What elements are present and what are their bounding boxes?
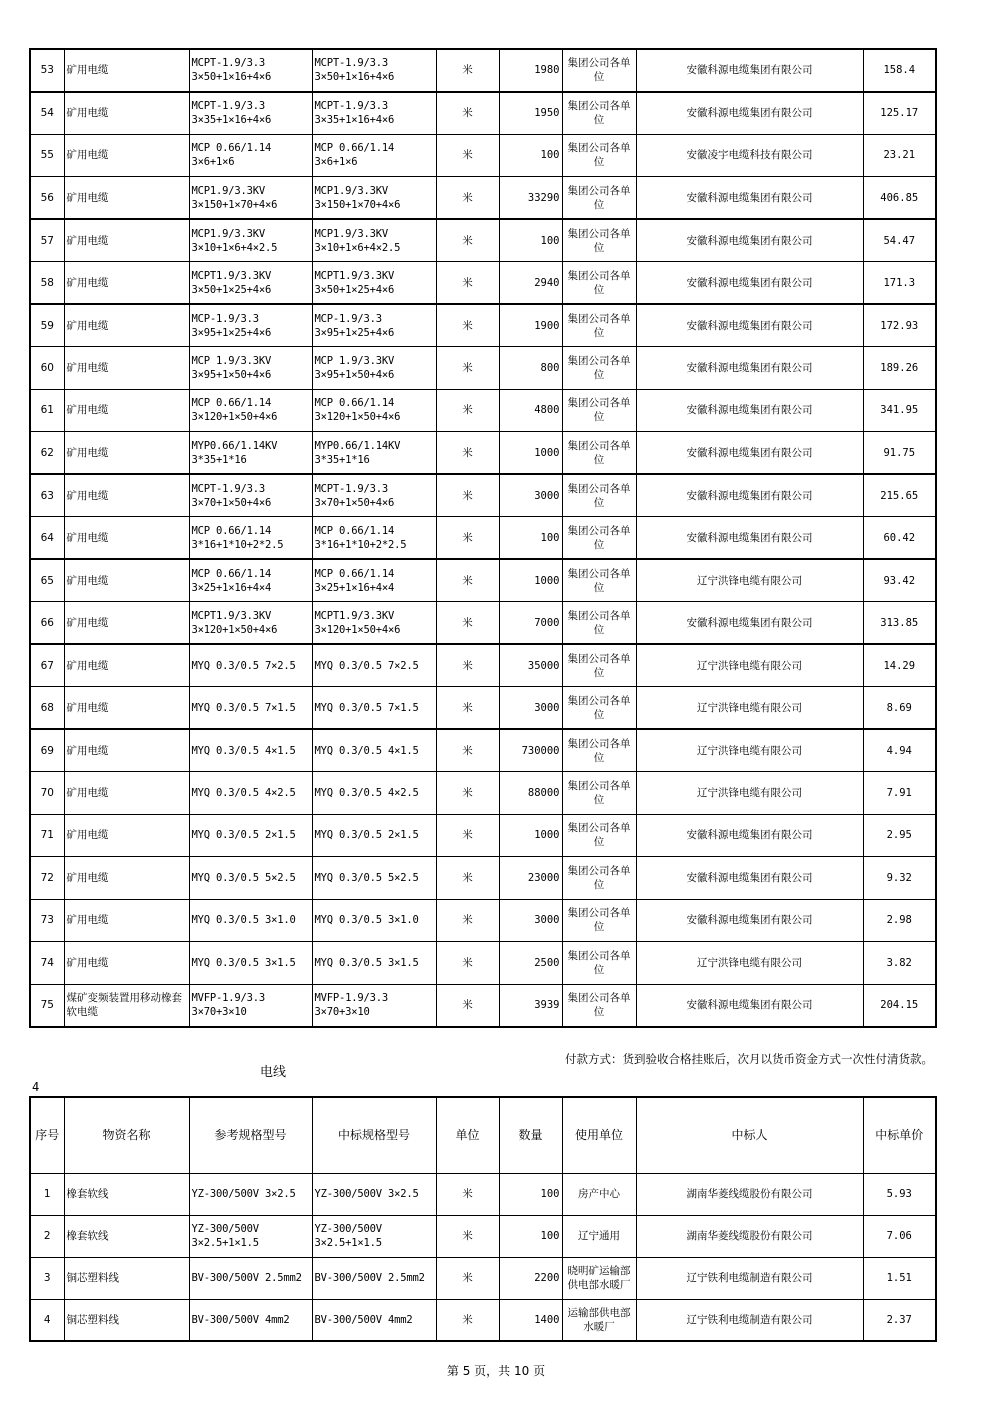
- cell-user: 集团公司各单位: [562, 687, 636, 730]
- cell-no: 71: [30, 814, 64, 857]
- cell-name: 矿用电缆: [64, 92, 189, 135]
- cell-user: 辽宁通用: [562, 1215, 636, 1257]
- table-row: [30, 389, 936, 432]
- cell-unit: 米: [436, 177, 499, 220]
- table-row: [30, 1299, 936, 1341]
- cell-bid-spec: MYQ 0.3/0.5 5×2.5: [312, 857, 436, 900]
- cell-no: 59: [30, 304, 64, 347]
- cell-winner: 安徽科源电缆集团有限公司: [636, 857, 863, 900]
- cell-ref-spec: MCP 1.9/3.3KV 3×95+1×50+4×6: [189, 347, 312, 390]
- cell-winner: 辽宁洪锋电缆有限公司: [636, 559, 863, 602]
- cell-qty: 1980: [499, 49, 562, 92]
- table-row: [30, 49, 936, 92]
- cell-user: 集团公司各单位: [562, 772, 636, 815]
- cell-unit: 米: [436, 899, 499, 942]
- cell-no: 69: [30, 729, 64, 772]
- table-row: [30, 559, 936, 602]
- cell-user: 集团公司各单位: [562, 942, 636, 985]
- cell-winner: 辽宁洪锋电缆有限公司: [636, 644, 863, 687]
- cell-qty: 2500: [499, 942, 562, 985]
- cable-table: [29, 48, 937, 1028]
- cell-bid-spec: MCPT1.9/3.3KV 3×50+1×25+4×6: [312, 262, 436, 305]
- cell-bid-spec: YZ-300/500V 3×2.5: [312, 1173, 436, 1215]
- payment-note: 付款方式：货到验收合格挂账后，次月以货币资金方式一次性付清货款。: [565, 1052, 933, 1066]
- cell-qty: 1000: [499, 559, 562, 602]
- cell-qty: 1400: [499, 1299, 562, 1341]
- cell-ref-spec: MCPT1.9/3.3KV 3×120+1×50+4×6: [189, 602, 312, 645]
- cell-no: 66: [30, 602, 64, 645]
- cell-price: 9.32: [863, 857, 936, 900]
- cell-winner: 辽宁铁利电缆制造有限公司: [636, 1257, 863, 1299]
- cell-ref-spec: MCP1.9/3.3KV 3×10+1×6+4×2.5: [189, 219, 312, 262]
- cell-winner: 辽宁洪锋电缆有限公司: [636, 687, 863, 730]
- cell-price: 91.75: [863, 432, 936, 475]
- cell-qty: 4800: [499, 389, 562, 432]
- table-header-row: [30, 1097, 936, 1173]
- cell-user: 集团公司各单位: [562, 262, 636, 305]
- cell-ref-spec: MCP 0.66/1.14 3×120+1×50+4×6: [189, 389, 312, 432]
- table-row: [30, 517, 936, 560]
- cell-unit: 米: [436, 644, 499, 687]
- table-row: [30, 177, 936, 220]
- cell-price: 406.85: [863, 177, 936, 220]
- cell-price: 215.65: [863, 474, 936, 517]
- cell-qty: 730000: [499, 729, 562, 772]
- cell-bid-spec: MYQ 0.3/0.5 3×1.5: [312, 942, 436, 985]
- cell-no: 63: [30, 474, 64, 517]
- cell-unit: 米: [436, 262, 499, 305]
- cell-unit: 米: [436, 1257, 499, 1299]
- cell-user: 集团公司各单位: [562, 517, 636, 560]
- cell-price: 60.42: [863, 517, 936, 560]
- cell-bid-spec: MCP1.9/3.3KV 3×10+1×6+4×2.5: [312, 219, 436, 262]
- cell-no: 54: [30, 92, 64, 135]
- cell-user: 集团公司各单位: [562, 729, 636, 772]
- cell-qty: 3939: [499, 984, 562, 1027]
- header-no: 序号: [30, 1097, 64, 1173]
- cell-qty: 88000: [499, 772, 562, 815]
- cell-unit: 米: [436, 1299, 499, 1341]
- cell-name: 矿用电缆: [64, 389, 189, 432]
- cell-price: 14.29: [863, 644, 936, 687]
- cell-user: 集团公司各单位: [562, 219, 636, 262]
- cell-name: 矿用电缆: [64, 814, 189, 857]
- cell-bid-spec: MYQ 0.3/0.5 4×2.5: [312, 772, 436, 815]
- cell-unit: 米: [436, 432, 499, 475]
- cell-price: 7.06: [863, 1215, 936, 1257]
- cell-qty: 100: [499, 219, 562, 262]
- cell-unit: 米: [436, 1215, 499, 1257]
- cell-unit: 米: [436, 687, 499, 730]
- cell-qty: 3000: [499, 899, 562, 942]
- table-row: [30, 262, 936, 305]
- cell-name: 矿用电缆: [64, 517, 189, 560]
- cell-price: 3.82: [863, 942, 936, 985]
- header-ref-spec: 参考规格型号: [189, 1097, 312, 1173]
- table-row: [30, 92, 936, 135]
- cell-winner: 安徽科源电缆集团有限公司: [636, 219, 863, 262]
- header-unit: 单位: [436, 1097, 499, 1173]
- cell-user: 集团公司各单位: [562, 559, 636, 602]
- cell-user: 晓明矿运输部供电部水暖厂: [562, 1257, 636, 1299]
- cell-no: 67: [30, 644, 64, 687]
- cell-bid-spec: MYQ 0.3/0.5 7×1.5: [312, 687, 436, 730]
- cell-qty: 7000: [499, 602, 562, 645]
- cell-price: 2.37: [863, 1299, 936, 1341]
- cell-unit: 米: [436, 92, 499, 135]
- cell-unit: 米: [436, 304, 499, 347]
- cell-qty: 2940: [499, 262, 562, 305]
- cell-bid-spec: BV-300/500V 2.5mm2: [312, 1257, 436, 1299]
- header-name: 物资名称: [64, 1097, 189, 1173]
- cell-name: 矿用电缆: [64, 772, 189, 815]
- cell-bid-spec: MYQ 0.3/0.5 4×1.5: [312, 729, 436, 772]
- cell-no: 58: [30, 262, 64, 305]
- cell-name: 矿用电缆: [64, 899, 189, 942]
- cell-no: 57: [30, 219, 64, 262]
- cell-winner: 安徽科源电缆集团有限公司: [636, 49, 863, 92]
- cell-unit: 米: [436, 942, 499, 985]
- cell-price: 204.15: [863, 984, 936, 1027]
- cell-unit: 米: [436, 517, 499, 560]
- header-price: 中标单价: [863, 1097, 936, 1173]
- cell-ref-spec: BV-300/500V 2.5mm2: [189, 1257, 312, 1299]
- cell-unit: 米: [436, 474, 499, 517]
- cell-bid-spec: MCP 0.66/1.14 3×6+1×6: [312, 134, 436, 177]
- cell-bid-spec: MYQ 0.3/0.5 3×1.0: [312, 899, 436, 942]
- cell-user: 房产中心: [562, 1173, 636, 1215]
- cell-name: 煤矿变频装置用移动橡套软电缆: [64, 984, 189, 1027]
- cell-no: 61: [30, 389, 64, 432]
- cell-user: 集团公司各单位: [562, 347, 636, 390]
- cell-ref-spec: MYQ 0.3/0.5 4×2.5: [189, 772, 312, 815]
- cell-winner: 安徽科源电缆集团有限公司: [636, 602, 863, 645]
- cell-winner: 安徽科源电缆集团有限公司: [636, 899, 863, 942]
- cell-user: 运输部供电部水暖厂: [562, 1299, 636, 1341]
- table-row: [30, 814, 936, 857]
- cell-price: 171.3: [863, 262, 936, 305]
- table-row: [30, 1173, 936, 1215]
- cell-qty: 100: [499, 1215, 562, 1257]
- cell-qty: 1000: [499, 432, 562, 475]
- cell-ref-spec: YZ-300/500V 3×2.5: [189, 1173, 312, 1215]
- cell-winner: 辽宁洪锋电缆有限公司: [636, 729, 863, 772]
- table-row: [30, 602, 936, 645]
- cell-user: 集团公司各单位: [562, 814, 636, 857]
- cell-no: 3: [30, 1257, 64, 1299]
- cell-user: 集团公司各单位: [562, 92, 636, 135]
- cell-name: 矿用电缆: [64, 262, 189, 305]
- cell-winner: 安徽科源电缆集团有限公司: [636, 984, 863, 1027]
- cell-ref-spec: MCPT1.9/3.3KV 3×50+1×25+4×6: [189, 262, 312, 305]
- cell-ref-spec: MCPT-1.9/3.3 3×35+1×16+4×6: [189, 92, 312, 135]
- cell-ref-spec: MCPT-1.9/3.3 3×50+1×16+4×6: [189, 49, 312, 92]
- wire-table: [29, 1096, 937, 1342]
- cell-bid-spec: MVFP-1.9/3.3 3×70+3×10: [312, 984, 436, 1027]
- cell-qty: 1950: [499, 92, 562, 135]
- cell-winner: 安徽科源电缆集团有限公司: [636, 814, 863, 857]
- cell-unit: 米: [436, 602, 499, 645]
- table-row: [30, 1215, 936, 1257]
- table-row: [30, 899, 936, 942]
- cell-qty: 2200: [499, 1257, 562, 1299]
- cell-ref-spec: MYQ 0.3/0.5 3×1.0: [189, 899, 312, 942]
- table-row: [30, 1257, 936, 1299]
- cell-no: 64: [30, 517, 64, 560]
- cell-winner: 安徽科源电缆集团有限公司: [636, 517, 863, 560]
- cell-price: 7.91: [863, 772, 936, 815]
- cell-bid-spec: MCPT-1.9/3.3 3×70+1×50+4×6: [312, 474, 436, 517]
- cell-qty: 23000: [499, 857, 562, 900]
- cell-bid-spec: MCP 0.66/1.14 3*16+1*10+2*2.5: [312, 517, 436, 560]
- table-row: [30, 984, 936, 1027]
- cell-qty: 33290: [499, 177, 562, 220]
- cell-user: 集团公司各单位: [562, 984, 636, 1027]
- cell-qty: 100: [499, 1173, 562, 1215]
- cell-ref-spec: MCP 0.66/1.14 3*16+1*10+2*2.5: [189, 517, 312, 560]
- cell-unit: 米: [436, 389, 499, 432]
- cell-qty: 1000: [499, 814, 562, 857]
- cell-qty: 1900: [499, 304, 562, 347]
- cell-user: 集团公司各单位: [562, 304, 636, 347]
- cell-unit: 米: [436, 134, 499, 177]
- cell-bid-spec: MCP 0.66/1.14 3×120+1×50+4×6: [312, 389, 436, 432]
- cell-no: 74: [30, 942, 64, 985]
- cell-ref-spec: MYQ 0.3/0.5 2×1.5: [189, 814, 312, 857]
- cell-ref-spec: MVFP-1.9/3.3 3×70+3×10: [189, 984, 312, 1027]
- cell-price: 4.94: [863, 729, 936, 772]
- cell-name: 矿用电缆: [64, 474, 189, 517]
- table-row: [30, 219, 936, 262]
- cell-ref-spec: YZ-300/500V 3×2.5+1×1.5: [189, 1215, 312, 1257]
- cell-bid-spec: MCP 1.9/3.3KV 3×95+1×50+4×6: [312, 347, 436, 390]
- cell-name: 橡套软线: [64, 1173, 189, 1215]
- cell-bid-spec: YZ-300/500V 3×2.5+1×1.5: [312, 1215, 436, 1257]
- cell-no: 73: [30, 899, 64, 942]
- cell-bid-spec: MYP0.66/1.14KV 3*35+1*16: [312, 432, 436, 475]
- cell-qty: 100: [499, 134, 562, 177]
- cell-name: 矿用电缆: [64, 432, 189, 475]
- cell-ref-spec: MCP1.9/3.3KV 3×150+1×70+4×6: [189, 177, 312, 220]
- cell-ref-spec: MYQ 0.3/0.5 5×2.5: [189, 857, 312, 900]
- page-footer: 第 5 页，共 10 页: [446, 1364, 546, 1378]
- cell-winner: 安徽科源电缆集团有限公司: [636, 389, 863, 432]
- cell-user: 集团公司各单位: [562, 177, 636, 220]
- table-row: [30, 942, 936, 985]
- cell-no: 56: [30, 177, 64, 220]
- cell-winner: 辽宁铁利电缆制造有限公司: [636, 1299, 863, 1341]
- header-user: 使用单位: [562, 1097, 636, 1173]
- cell-name: 矿用电缆: [64, 602, 189, 645]
- cell-user: 集团公司各单位: [562, 432, 636, 475]
- cell-name: 铜芯塑料线: [64, 1299, 189, 1341]
- cell-name: 矿用电缆: [64, 644, 189, 687]
- cell-name: 矿用电缆: [64, 559, 189, 602]
- cell-qty: 3000: [499, 474, 562, 517]
- cell-unit: 米: [436, 772, 499, 815]
- cell-ref-spec: MYQ 0.3/0.5 4×1.5: [189, 729, 312, 772]
- cell-name: 矿用电缆: [64, 177, 189, 220]
- header-winner: 中标人: [636, 1097, 863, 1173]
- cell-winner: 安徽科源电缆集团有限公司: [636, 304, 863, 347]
- table-row: [30, 304, 936, 347]
- cell-user: 集团公司各单位: [562, 857, 636, 900]
- cell-bid-spec: MYQ 0.3/0.5 7×2.5: [312, 644, 436, 687]
- cell-winner: 安徽科源电缆集团有限公司: [636, 262, 863, 305]
- cell-no: 65: [30, 559, 64, 602]
- cell-unit: 米: [436, 347, 499, 390]
- table-row: [30, 644, 936, 687]
- cell-bid-spec: BV-300/500V 4mm2: [312, 1299, 436, 1341]
- section-title: 电线: [260, 1065, 287, 1080]
- cell-name: 矿用电缆: [64, 347, 189, 390]
- cell-winner: 湖南华菱线缆股份有限公司: [636, 1215, 863, 1257]
- cell-no: 75: [30, 984, 64, 1027]
- cell-winner: 安徽科源电缆集团有限公司: [636, 432, 863, 475]
- cell-qty: 3000: [499, 687, 562, 730]
- cell-ref-spec: MYQ 0.3/0.5 7×1.5: [189, 687, 312, 730]
- cell-bid-spec: MCPT-1.9/3.3 3×50+1×16+4×6: [312, 49, 436, 92]
- cell-unit: 米: [436, 814, 499, 857]
- cell-price: 341.95: [863, 389, 936, 432]
- header-qty: 数量: [499, 1097, 562, 1173]
- cell-unit: 米: [436, 984, 499, 1027]
- cell-qty: 35000: [499, 644, 562, 687]
- cell-qty: 100: [499, 517, 562, 560]
- cell-no: 60: [30, 347, 64, 390]
- cell-winner: 安徽科源电缆集团有限公司: [636, 92, 863, 135]
- cell-winner: 安徽科源电缆集团有限公司: [636, 177, 863, 220]
- cell-price: 313.85: [863, 602, 936, 645]
- cell-name: 矿用电缆: [64, 219, 189, 262]
- cell-price: 93.42: [863, 559, 936, 602]
- cell-name: 矿用电缆: [64, 49, 189, 92]
- header-bid-spec: 中标规格型号: [312, 1097, 436, 1173]
- cell-ref-spec: MCP-1.9/3.3 3×95+1×25+4×6: [189, 304, 312, 347]
- cell-name: 矿用电缆: [64, 857, 189, 900]
- cell-no: 62: [30, 432, 64, 475]
- cell-unit: 米: [436, 219, 499, 262]
- cell-price: 23.21: [863, 134, 936, 177]
- table-row: [30, 772, 936, 815]
- cell-user: 集团公司各单位: [562, 899, 636, 942]
- table-row: [30, 474, 936, 517]
- section-number: 4: [32, 1080, 40, 1094]
- cell-price: 2.98: [863, 899, 936, 942]
- cell-no: 4: [30, 1299, 64, 1341]
- cell-no: 70: [30, 772, 64, 815]
- cell-name: 矿用电缆: [64, 729, 189, 772]
- cell-unit: 米: [436, 857, 499, 900]
- cell-winner: 安徽科源电缆集团有限公司: [636, 474, 863, 517]
- cell-ref-spec: MYQ 0.3/0.5 3×1.5: [189, 942, 312, 985]
- cell-qty: 800: [499, 347, 562, 390]
- cell-user: 集团公司各单位: [562, 474, 636, 517]
- cell-unit: 米: [436, 729, 499, 772]
- cell-name: 矿用电缆: [64, 134, 189, 177]
- cell-ref-spec: MCP 0.66/1.14 3×25+1×16+4×4: [189, 559, 312, 602]
- cell-ref-spec: MCP 0.66/1.14 3×6+1×6: [189, 134, 312, 177]
- cell-bid-spec: MYQ 0.3/0.5 2×1.5: [312, 814, 436, 857]
- table-row: [30, 857, 936, 900]
- cell-no: 53: [30, 49, 64, 92]
- cell-unit: 米: [436, 1173, 499, 1215]
- cell-price: 8.69: [863, 687, 936, 730]
- cell-user: 集团公司各单位: [562, 602, 636, 645]
- cell-unit: 米: [436, 49, 499, 92]
- cell-price: 1.51: [863, 1257, 936, 1299]
- cell-price: 2.95: [863, 814, 936, 857]
- cell-no: 68: [30, 687, 64, 730]
- cell-name: 橡套软线: [64, 1215, 189, 1257]
- cell-price: 189.26: [863, 347, 936, 390]
- cell-bid-spec: MCP 0.66/1.14 3×25+1×16+4×4: [312, 559, 436, 602]
- cell-winner: 安徽科源电缆集团有限公司: [636, 347, 863, 390]
- cell-user: 集团公司各单位: [562, 134, 636, 177]
- cell-unit: 米: [436, 559, 499, 602]
- cell-user: 集团公司各单位: [562, 389, 636, 432]
- cell-price: 158.4: [863, 49, 936, 92]
- cell-user: 集团公司各单位: [562, 49, 636, 92]
- cell-winner: 湖南华菱线缆股份有限公司: [636, 1173, 863, 1215]
- cell-bid-spec: MCPT-1.9/3.3 3×35+1×16+4×6: [312, 92, 436, 135]
- cell-name: 矿用电缆: [64, 304, 189, 347]
- table-row: [30, 347, 936, 390]
- cell-bid-spec: MCPT1.9/3.3KV 3×120+1×50+4×6: [312, 602, 436, 645]
- cell-winner: 安徽凌宇电缆科技有限公司: [636, 134, 863, 177]
- table-row: [30, 687, 936, 730]
- cell-ref-spec: MYQ 0.3/0.5 7×2.5: [189, 644, 312, 687]
- cell-bid-spec: MCP1.9/3.3KV 3×150+1×70+4×6: [312, 177, 436, 220]
- cell-winner: 辽宁洪锋电缆有限公司: [636, 772, 863, 815]
- cell-ref-spec: BV-300/500V 4mm2: [189, 1299, 312, 1341]
- cell-price: 172.93: [863, 304, 936, 347]
- cell-no: 55: [30, 134, 64, 177]
- table-row: [30, 729, 936, 772]
- cell-ref-spec: MYP0.66/1.14KV 3*35+1*16: [189, 432, 312, 475]
- cell-bid-spec: MCP-1.9/3.3 3×95+1×25+4×6: [312, 304, 436, 347]
- cell-name: 铜芯塑料线: [64, 1257, 189, 1299]
- table-row: [30, 134, 936, 177]
- cell-no: 72: [30, 857, 64, 900]
- cell-no: 1: [30, 1173, 64, 1215]
- cell-winner: 辽宁洪锋电缆有限公司: [636, 942, 863, 985]
- cell-price: 125.17: [863, 92, 936, 135]
- cell-name: 矿用电缆: [64, 942, 189, 985]
- cell-name: 矿用电缆: [64, 687, 189, 730]
- table-row: [30, 432, 936, 475]
- cell-price: 5.93: [863, 1173, 936, 1215]
- cell-ref-spec: MCPT-1.9/3.3 3×70+1×50+4×6: [189, 474, 312, 517]
- cell-price: 54.47: [863, 219, 936, 262]
- cell-user: 集团公司各单位: [562, 644, 636, 687]
- cell-no: 2: [30, 1215, 64, 1257]
